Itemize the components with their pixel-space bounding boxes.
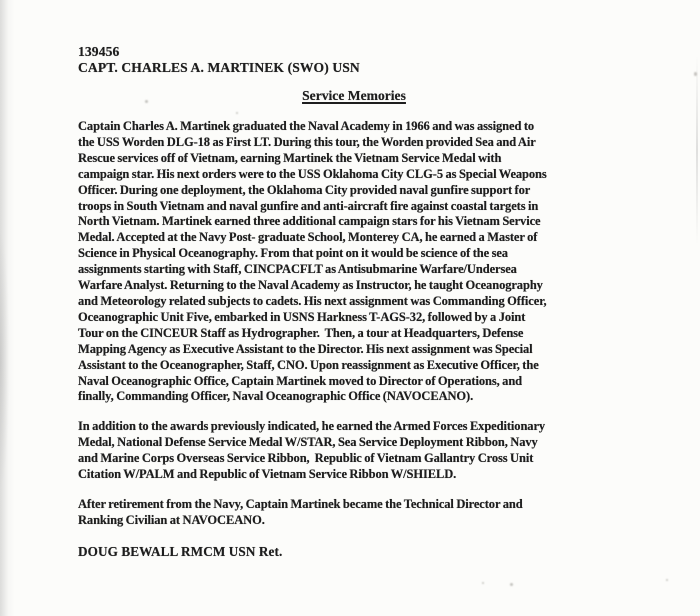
awards-paragraph [78, 419, 638, 483]
author-signature-line: DOUG BEWALL RMCM USN Ret. [78, 543, 283, 559]
post-retirement-paragraph [78, 497, 638, 529]
text-line: Medal. Accepted at the Navy Post- graduate School, Monterey CA, he earned a Master of [78, 230, 538, 245]
text-line: Officer. During one deployment, the Oklahoma City provided naval gunfire support for [78, 182, 531, 197]
text-line: Naval Oceanographic Office, Captain Martinek moved to Director of Operations, and [78, 373, 523, 388]
scan-speck [666, 579, 668, 581]
text-line: Assistant to the Oceanographer, Staff, CNO. Upon reassignment as Executive Officer, the [78, 357, 539, 372]
text-line: the USS Worden DLG-18 as First LT. During this tour, the Worden provided Sea and Air [78, 134, 536, 149]
text-line: campaign star. His next orders were to the USS Oklahoma City CLG-5 as Special Weapons [78, 166, 547, 181]
text-line: In addition to the awards previously indicated, he earned the Armed Forces Expeditionary [78, 419, 546, 434]
document-number: 139456 [78, 44, 120, 59]
document-content [78, 44, 638, 560]
text-line: Ranking Civilian at NAVOCEANO. [78, 512, 265, 527]
text-line: Tour on the CINCEUR Staff as Hydrographer. Then, a tour at Headquarters, Defense [78, 325, 524, 340]
text-line: Mapping Agency as Executive Assistant to the Director. His next assignment was Special [78, 341, 533, 356]
text-line: After retirement from the Navy, Captain Martinek became the Technical Director and [78, 496, 523, 511]
text-line: and Marine Corps Overseas Service Ribbon, Republic of Vietnam Gallantry Cross Unit [78, 451, 534, 466]
subject-name-line: CAPT. CHARLES A. MARTINEK (SWO) USN [78, 60, 360, 75]
text-line: North Vietnam. Martinek earned three additional campaign stars for his Vietnam Service [78, 214, 541, 229]
scan-edge-artifact [696, 55, 698, 245]
text-line: Citation W/PALM and Republic of Vietnam Service Ribbon W/SHIELD. [78, 467, 457, 482]
text-line: Rescue services off of Vietnam, earning Martinek the Vietnam Service Medal with [78, 150, 502, 165]
text-line: Captain Charles A. Martinek graduated the Naval Academy in 1966 and was assigned to [78, 119, 535, 133]
scan-edge-shadow [0, 0, 15, 616]
text-line: and Meteorology related subjects to cadets. His next assignment was Commanding Officer, [78, 293, 547, 308]
document-title: Service Memories [302, 88, 406, 103]
text-line: Warfare Analyst. Returning to the Naval Academy as Instructor, he taught Oceanography [78, 278, 543, 293]
scan-speck [694, 72, 697, 76]
biography-paragraph [78, 119, 638, 405]
document-header [78, 44, 638, 76]
document-body [78, 119, 638, 529]
text-line: Science in Physical Oceanography. From that point on it would be science of the sea [78, 246, 508, 261]
text-line: assignments starting with Staff, CINCPACFLT as Antisubmarine Warfare/Undersea [78, 262, 517, 277]
text-line: Medal, National Defense Service Medal W/STAR, Sea Service Deployment Ribbon, Navy [78, 435, 538, 450]
scan-speck [482, 582, 484, 584]
text-line: troops in South Vietnam and naval gunfire and anti-aircraft fire against coastal targets in [78, 198, 539, 213]
text-line: Oceanographic Unit Five, embarked in USNS Harkness T-AGS-32, followed by a Joint [78, 309, 526, 324]
scan-speck [510, 583, 513, 586]
text-line: finally, Commanding Officer, Naval Oceanographic Office (NAVOCEANO). [78, 389, 474, 404]
